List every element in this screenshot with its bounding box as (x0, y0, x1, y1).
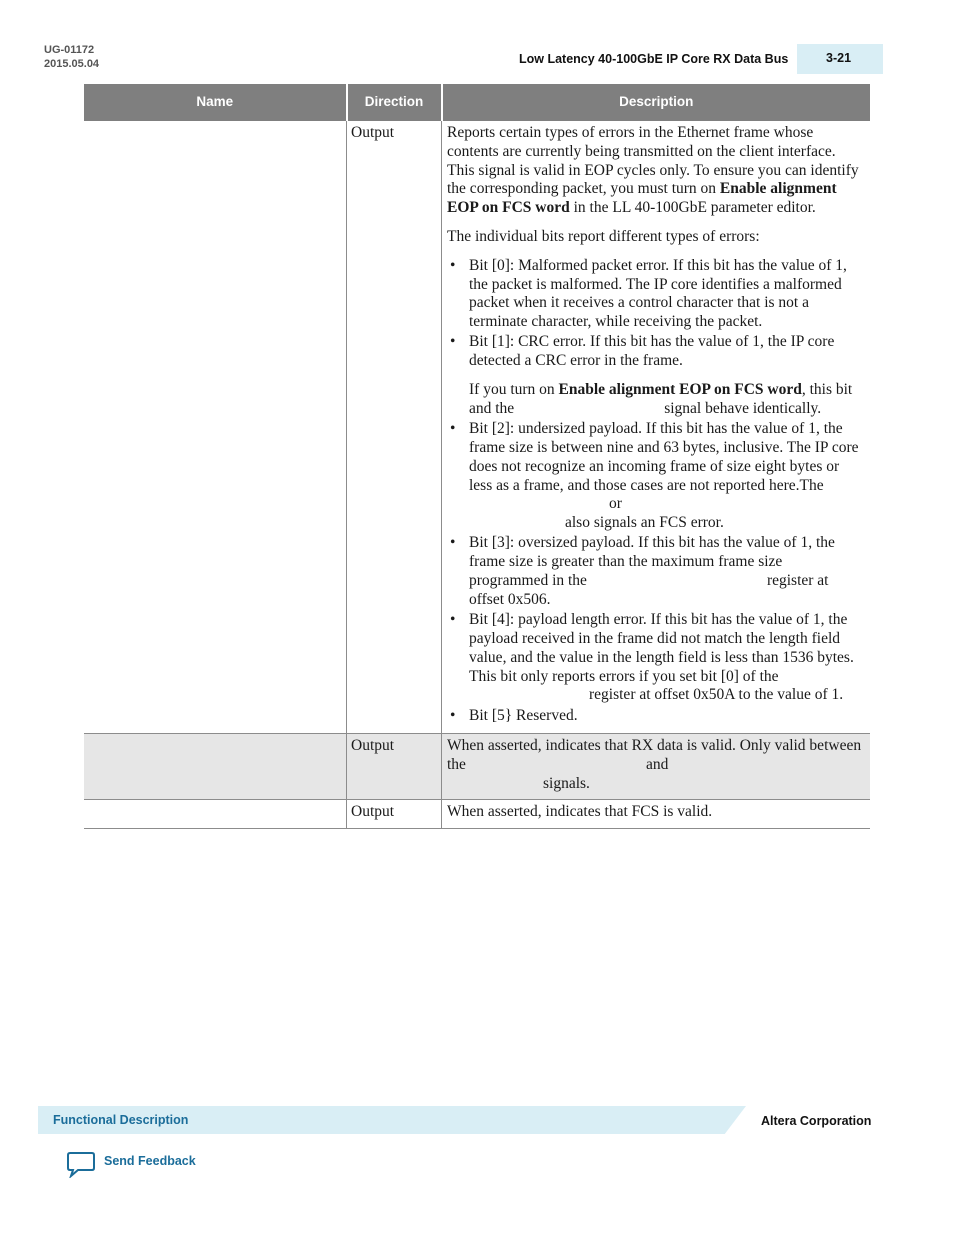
description-paragraph: The individual bits report different types of errors: (447, 227, 760, 245)
direction-cell: Output (347, 800, 442, 829)
signal-name-cell (84, 733, 347, 799)
text-run: in the LL 40-100GbE parameter editor. (569, 199, 816, 217)
bold-option-name: Enable alignment EOP on FCS word (558, 381, 802, 399)
table-header-row (84, 84, 870, 121)
doc-date: 2015.05.04 (44, 58, 100, 70)
text-run: or (609, 495, 622, 513)
list-item: • Bit [0]: Malformed packet error. If this bit has the value of 1, the packet is malformed. The IP core identifies a malformed packet when it receives a control character that is not a terminate character, while receiving the packet. (469, 257, 865, 332)
signal-name-cell (84, 121, 347, 733)
section-title: Low Latency 40-100GbE IP Core RX Data Bus (519, 52, 789, 66)
text-run: register at offset 0x50A to the value of 1. (589, 686, 844, 704)
bold-option-name: Enable alignment EOP on FCS word (447, 180, 837, 217)
speech-bubble-icon (66, 1151, 96, 1178)
list-item (469, 420, 865, 533)
page-number-tab (797, 44, 883, 74)
text-run: and (645, 755, 669, 773)
text-run: Bit [4]: payload length error. If this bit has the value of 1, the payload received in the frame did not match the length field value, and the value in the length field is less than 1536 bytes. This bit only reports errors if you set bit [0] of the (469, 611, 854, 685)
text-run: register at offset 0x506. (469, 572, 829, 608)
text-run: Bit [2]: undersized payload. If this bit has the value of 1, the frame size is between nine and 63 bytes, inclusive. The IP core does not recognize an incoming frame of size eight bytes or less as a frame, and those cases are not reported here.The (469, 420, 859, 494)
description-cell (442, 733, 871, 799)
list-item (469, 333, 865, 418)
send-feedback-label: Send Feedback (104, 1154, 196, 1168)
footer-company: Altera Corporation (761, 1114, 872, 1128)
text-run: When asserted, indicates that RX data is valid. Only valid between the (447, 736, 862, 773)
column-header-direction: Direction (347, 84, 442, 121)
text-run: Bit [3]: oversized payload. If this bit has the value of 1, the frame size is greater than the maximum frame size programmed in the (469, 534, 835, 590)
text-run: Reports certain types of errors in the Ethernet frame whose contents are currently being transmitted on the client interface. This signal is valid in EOP cycles only. To ensure you can identify the corresponding packet, you must turn on (447, 124, 859, 198)
column-header-name: Name (84, 84, 347, 121)
signal-table (84, 84, 870, 829)
doc-id-block (44, 43, 99, 71)
description-paragraph (447, 124, 865, 218)
text-run: signals. (543, 774, 590, 792)
page-number: 3-21 (826, 51, 852, 65)
column-header-description: Description (442, 84, 871, 121)
table-row (84, 121, 870, 733)
signal-name-cell (84, 800, 347, 829)
send-feedback-link[interactable] (66, 1151, 196, 1179)
direction-cell: Output (347, 121, 442, 733)
footer-section-link[interactable]: Functional Description (53, 1113, 189, 1127)
text-run: If you turn on (469, 381, 559, 399)
text-run: , this bit and the (469, 381, 853, 417)
description-cell: When asserted, indicates that FCS is valid. (442, 800, 871, 829)
text-run: signal behave identically. (664, 399, 822, 417)
table-row (84, 733, 870, 799)
list-item (469, 611, 865, 705)
list-item (469, 534, 865, 609)
list-item-note (469, 381, 865, 419)
doc-id: UG-01172 (44, 44, 95, 56)
list-item-text: • Bit [1]: CRC error. If this bit has the value of 1, the IP core detected a CRC error in the frame. (469, 333, 835, 370)
bit-list (447, 257, 865, 726)
table-row (84, 800, 870, 829)
text-run: also signals an FCS error. (565, 514, 724, 532)
direction-cell: Output (347, 733, 442, 799)
description-cell (442, 121, 871, 733)
list-item: • Bit [5} Reserved. (469, 707, 865, 726)
